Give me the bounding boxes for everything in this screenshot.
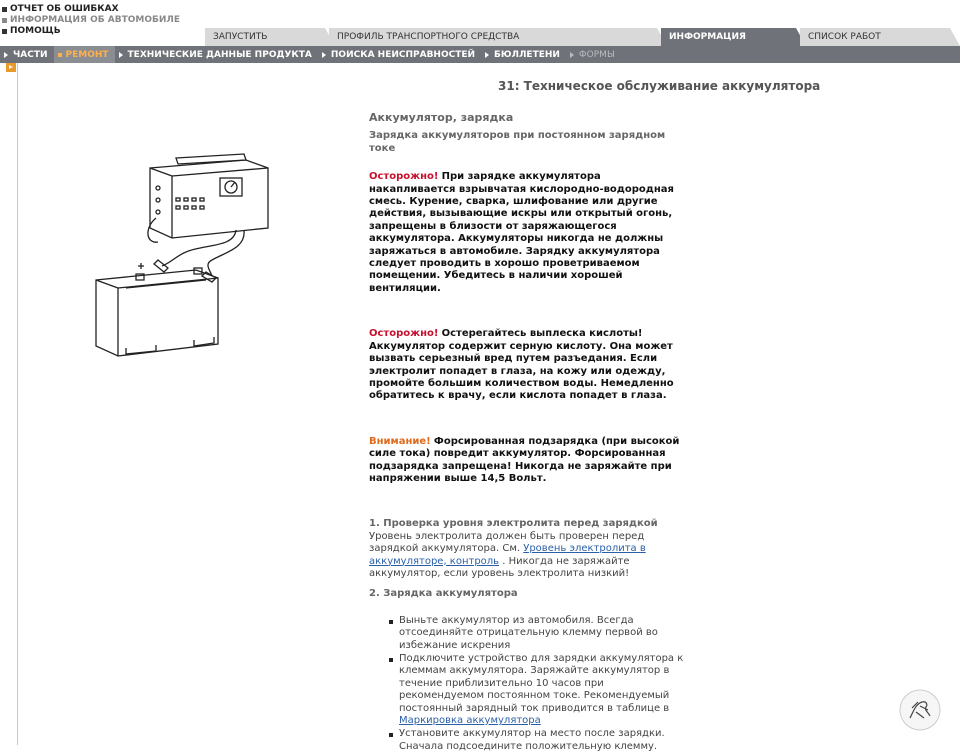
link-battery-marking[interactable]: Маркировка аккумулятора: [399, 715, 541, 727]
tab-vehicle-profile[interactable]: ПРОФИЛЬ ТРАНСПОРТНОГО СРЕДСТВА: [329, 28, 657, 46]
warning-acid: [369, 328, 689, 402]
tab-information[interactable]: ИНФОРМАЦИЯ: [661, 28, 796, 46]
subnav-forms[interactable]: ФОРМЫ: [566, 46, 621, 63]
tab-launch[interactable]: ЗАПУСТИТЬ: [205, 28, 325, 46]
subnav-troubleshooting[interactable]: ПОИСКА НЕИСПРАВНОСТЕЙ: [318, 46, 481, 63]
subnav-bulletins[interactable]: БЮЛЛЕТЕНИ: [481, 46, 566, 63]
left-frame-strip: [0, 63, 18, 745]
step-electrolyte-check: [369, 518, 689, 580]
arrow-right-icon: [485, 52, 489, 58]
arrow-right-icon: [119, 52, 123, 58]
top-link-vehicle-info[interactable]: ИНФОРМАЦИЯ ОБ АВТОМОБИЛЕ: [0, 15, 180, 26]
arrow-right-icon: [4, 52, 8, 58]
bullet-square-icon: [2, 7, 7, 12]
document-content: [369, 112, 689, 754]
step-text: Уровень электролита должен быть проверен перед зарядкой аккумулятора. См. Уровень электролита в аккумуляторе, контроль . Никогда не заряжайте аккумулятор, если уровень электролита низкий!: [369, 530, 646, 579]
warning-explosion: [369, 171, 689, 295]
notice-overcharge: [369, 436, 689, 486]
page-title: 31: Техническое обслуживание аккумулятора: [498, 79, 821, 93]
active-dot-icon: [58, 53, 62, 57]
bullet-square-icon: [2, 18, 7, 23]
link-electrolyte-level[interactable]: Уровень электролита в аккумуляторе, контроль: [369, 543, 646, 567]
list-item: Подключите устройство для зарядки аккумулятора к клеммам аккумулятора. Заряжайте аккумулятор в течение приблизительно 10 часов при рекомендуемом постоянном токе. Рекомендуемый постоянный зарядный ток приводится в таблице в Маркировка аккумулятора: [389, 653, 689, 727]
top-links: [0, 4, 180, 37]
arrow-right-icon: [570, 52, 574, 58]
subnav-tech-data[interactable]: ТЕХНИЧЕСКИЕ ДАННЫЕ ПРОДУКТА: [115, 46, 318, 63]
tab-work-list[interactable]: СПИСОК РАБОТ: [800, 28, 950, 46]
warning-text: При зарядке аккумулятора накапливается взрывчатая кислородно-водородная смесь. Курение, сварка, шлифование или другие действия, вызывающие искры или открытый огонь, запрещены в близости от заряжающегося аккумулятора. Аккумуляторы никогда не должны заряжаться в автомобиле. Зарядку аккумулятора следует проводить в хорошо проветриваемом помещении. Убедитесь в наличии хорошей вентиляции.: [369, 171, 674, 294]
step-title: 1. Проверка уровня электролита перед зарядкой: [369, 518, 658, 530]
list-item: Установите аккумулятор на место после зарядки. Сначала подсоедините положительную клемму.: [389, 728, 689, 753]
subnav-repair[interactable]: РЕМОНТ: [54, 46, 115, 63]
top-link-error-report[interactable]: ОТЧЕТ ОБ ОШИБКАХ: [0, 4, 180, 15]
step-bullets: [389, 615, 689, 753]
notice-label: Внимание!: [369, 435, 431, 447]
step-charging: [369, 588, 689, 753]
warning-label: Осторожно!: [369, 328, 439, 340]
list-item: Выньте аккумулятор из автомобиля. Всегда отсоединяйте отрицательную клемму первой во избежание искрения: [389, 615, 689, 652]
battery-charger-illustration: [86, 148, 286, 378]
main-tabs: [205, 28, 954, 46]
section-heading: Аккумулятор, зарядка: [369, 111, 514, 124]
arrow-right-icon: [322, 52, 326, 58]
notice-text: Форсированная подзарядка (при высокой силе тока) повредит аккумулятор. Форсированная подзарядка запрещена! Никогда не заряжайте при напряжении выше 14,5 Вольт.: [369, 435, 680, 484]
warning-label: Осторожно!: [369, 171, 439, 183]
warning-text: Остерегайтесь выплеска кислоты! Аккумулятор содержит серную кислоту. Она может вызвать серьезный вред путем разъедания. Если электролит попадет в глаза, на кожу или одежду, промойте большим количеством воды. Немедленно обратитесь к врачу, если кислота попадет в глаза.: [369, 328, 674, 402]
section-subheading: Зарядка аккумуляторов при постоянном зарядном токе: [369, 130, 666, 154]
corner-emblem-icon: [898, 688, 942, 732]
expand-panel-icon[interactable]: [6, 63, 16, 72]
top-link-help[interactable]: ПОМОЩЬ: [0, 26, 180, 37]
sub-nav: [0, 46, 960, 63]
subnav-parts[interactable]: ЧАСТИ: [0, 46, 54, 63]
step-title: 2. Зарядка аккумулятора: [369, 588, 518, 600]
bullet-square-icon: [2, 29, 7, 34]
